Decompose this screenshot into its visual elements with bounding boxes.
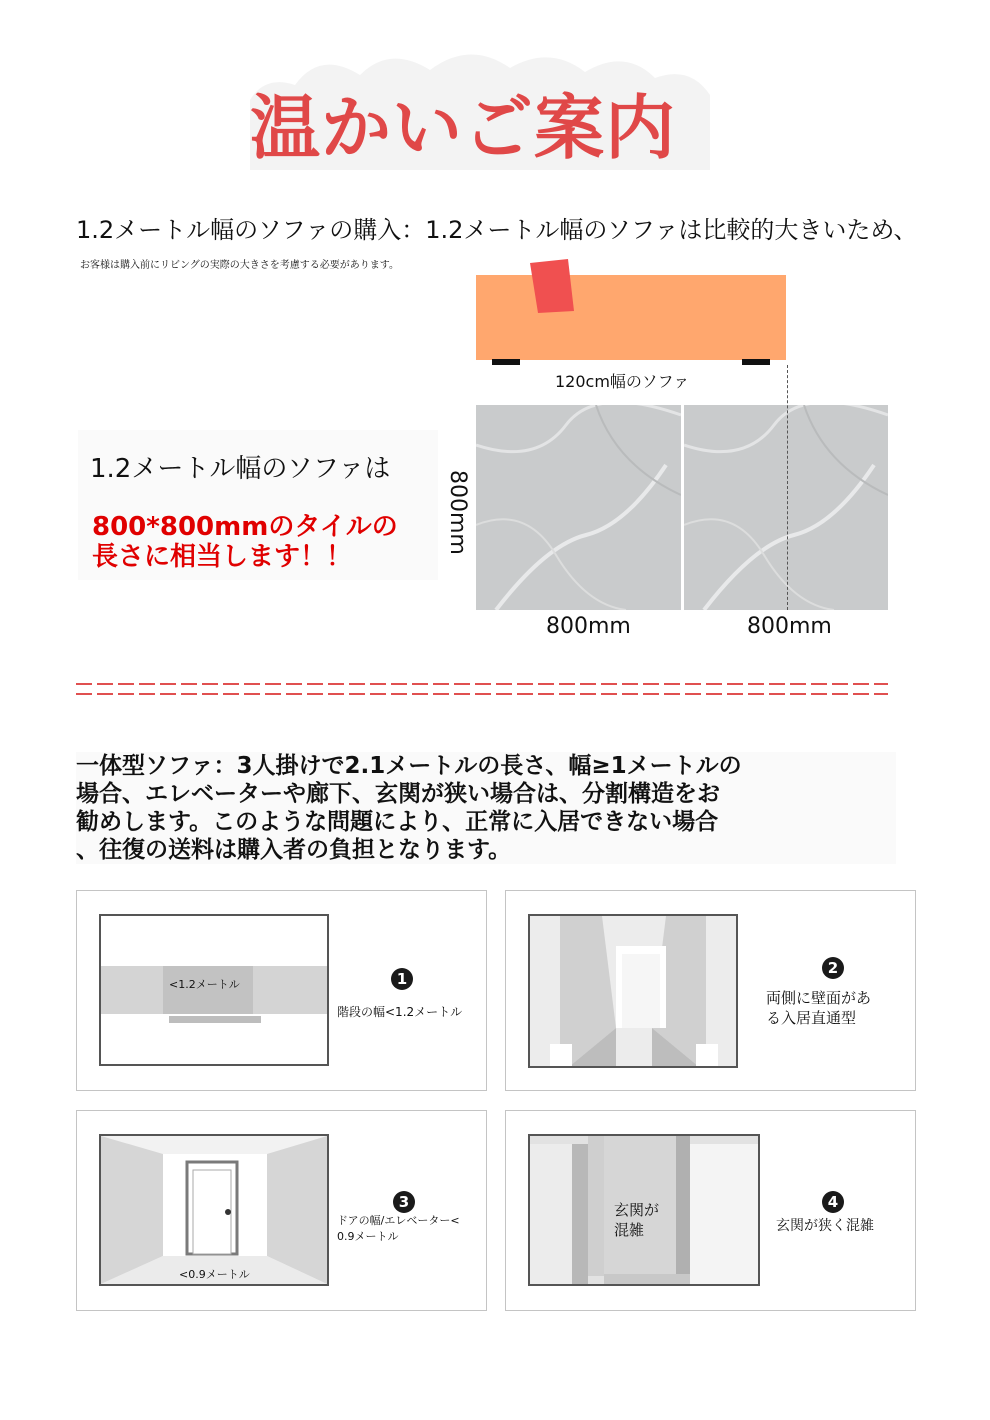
number-badge-4: 4 [822,1191,844,1213]
door-illustration [99,1134,329,1286]
notice-line: 勧めします。このような問題により、正常に入居できない場合 [76,809,719,835]
sofa-leg-right [742,359,770,365]
intro-headline: 1.2メートル幅のソファの購入：1.2メートル幅のソファは比較的大きいため、 [76,216,918,244]
sofa-body [476,275,786,360]
intro-subtext: お客様は購入前にリビングの実際の大きさを考慮する必要があります。 [80,260,399,271]
door-caption-line-2: 0.9メートル [337,1230,399,1243]
panel-corridor [505,890,916,1091]
marble-tile-left [476,405,681,610]
sofa-width-label: 120cm幅のソファ [555,372,690,391]
sofa-illustration [470,255,800,375]
comparison-highlight-line-2: 長さに相当します！！ [92,542,353,572]
entrance-illus-label-line-2: 混雑 [614,1221,645,1239]
panel-stairs [76,890,487,1091]
tile-width-label-right: 800mm [747,614,832,639]
stairs-illustration [99,914,329,1066]
double-dashed-divider [76,676,888,698]
entrance-illus-label-line-1: 玄関が [614,1201,660,1219]
panel-entrance [505,1110,916,1311]
stair-tread [169,1016,261,1023]
sofa-end-guide-line [787,365,788,610]
notice-line: 、往復の送料は購入者の負担となります。 [76,837,512,863]
sofa-leg-left [492,359,520,365]
tile-width-label-left: 800mm [546,614,631,639]
corridor-caption-line-2: る入居直通型 [766,1009,857,1027]
entrance-illustration [528,1134,760,1286]
page-title: 温かいご案内 [250,87,676,169]
corridor-walls [530,916,736,1066]
door-room [101,1136,327,1284]
entrance-caption: 玄関が狭く混雑 [776,1218,874,1234]
door-caption-line-1: ドアの幅/エレベーター< [337,1214,460,1227]
one-piece-sofa-notice [76,752,896,864]
number-badge-3: 3 [393,1191,415,1213]
marble-tile-right [684,405,888,610]
tile-height-label: 800mm [445,470,470,555]
number-badge-2: 2 [822,957,844,979]
stairs-caption: 階段の幅<1.2メートル [337,1005,463,1019]
notice-line: 場合、エレベーターや廊下、玄関が狭い場合は、分割構造をお [76,781,720,807]
number-badge-1: 1 [391,968,413,990]
corridor-caption-line-1: 両側に壁面があ [766,989,872,1007]
notice-line: 一体型ソファ：3人掛けで2.1メートルの長さ、幅≥1メートルの [76,753,742,779]
door-width-label: <0.9メートル [179,1268,250,1281]
comparison-highlight-line-1: 800*800mmのタイルの [92,512,398,542]
panel-door [76,1110,487,1311]
stairs-width-label: <1.2メートル [169,978,240,991]
corridor-illustration [528,914,738,1068]
comparison-title: 1.2メートル幅のソファは [90,454,391,484]
